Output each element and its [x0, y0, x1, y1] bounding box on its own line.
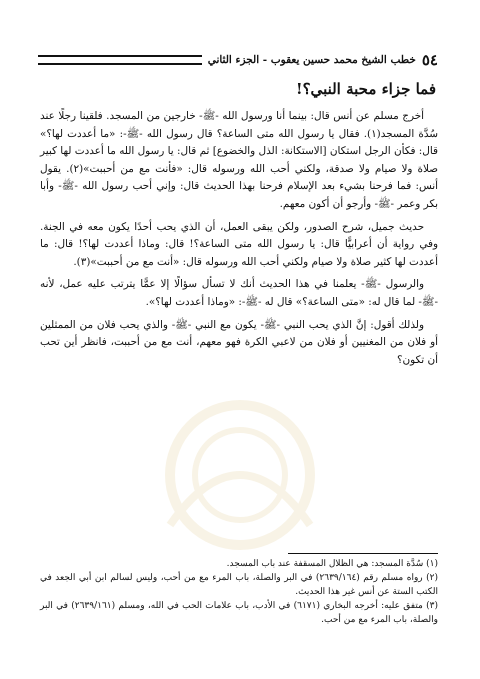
footnote: (١) سُدَّة المسجد: هي الظلال المسقفة عند باب المسجد.	[226, 559, 438, 569]
page-number: ٥٤	[421, 51, 438, 69]
paragraph: والرسول -ﷺ- يعلمنا في هذا الحديث أنك لا تسأل سؤالًا إلا عمًّا يترتب عليه عمل، لأنه -ﷺ- لما قال له: «متى الساعة؟» قال له -ﷺ-: «وماذا أعددت لها؟».	[40, 278, 438, 308]
watermark-image	[110, 385, 370, 565]
paragraph: ولذلك أقول: إنَّ الذي يحب النبي -ﷺ- يكون مع النبي -ﷺ- والذي يحب فلان من الممثلين أو فلان من المغنيين أو فلان من لاعبي الكرة فهو معهم، أنت مع من أحببت، فانظر أين تحب أن تكون؟	[40, 318, 438, 366]
footnote-separator	[288, 553, 438, 554]
running-title: خطب الشيخ محمد حسين يعقوب - الجزء الثاني	[207, 54, 416, 66]
footnote: (٣) متفق عليه: أخرجه البخاري (٦١٧١) في الأدب، باب علامات الحب في الله، ومسلم (٢٦٣٩/١٦١) في البر والصلة، باب المرء مع من أحب.	[40, 601, 438, 625]
footnote: (٢) رواه مسلم رقم (٢٦٣٩/١٦٤) في البر والصلة، باب المرء مع من أحب، وليس لسالم ابن أبي الجعد في الكتب الستة عن أنس غير هذا الحديث.	[40, 573, 438, 597]
body-text	[40, 108, 438, 374]
section-title: فما جزاء محبة النبي؟!	[296, 80, 436, 98]
paragraph: حديث جميل، شرح الصدور، ولكن يبقى العمل، أن الذي يحب أحدًا يكون معه في الجنة. وفي رواية أن أعرابيًّا قال: يا رسول الله متى الساعة؟! قال: وماذا أعددت لها؟! قال: ما أعددت لها كثير صلاة ولا صيام ولكني أحب الله ورسوله قال: «أنت مع من أحببت»(٣).	[40, 220, 438, 268]
header-rule	[38, 55, 202, 65]
running-header	[38, 50, 438, 70]
footnotes	[40, 557, 438, 627]
paragraph: أخرج مسلم عن أنس قال: بينما أنا ورسول الله -ﷺ- خارجين من المسجد. فلقينا رجلًا عند سُدَّة المسجد(١). فقال يا رسول الله متى الساعة؟ قال رسول الله -ﷺ-: «ما أعددت لها؟» قال: فكأن الرجل استكان [الاستكانة: الذل والخضوع] ثم قال: يا رسول الله ما أعددت لها كبير صلاة ولا صيام ولا صدقة، ولكني أحب الله ورسوله قال: «فأنت مع من أحببت»(٢). يقول أنس: فما فرحنا بشيء بعد الإسلام فرحنا بهذا الحديث قال: وإني أحب رسول الله -ﷺ- وأبا بكر وعمر -ﷺ- وأرجو أن أكون معهم.	[40, 110, 439, 210]
